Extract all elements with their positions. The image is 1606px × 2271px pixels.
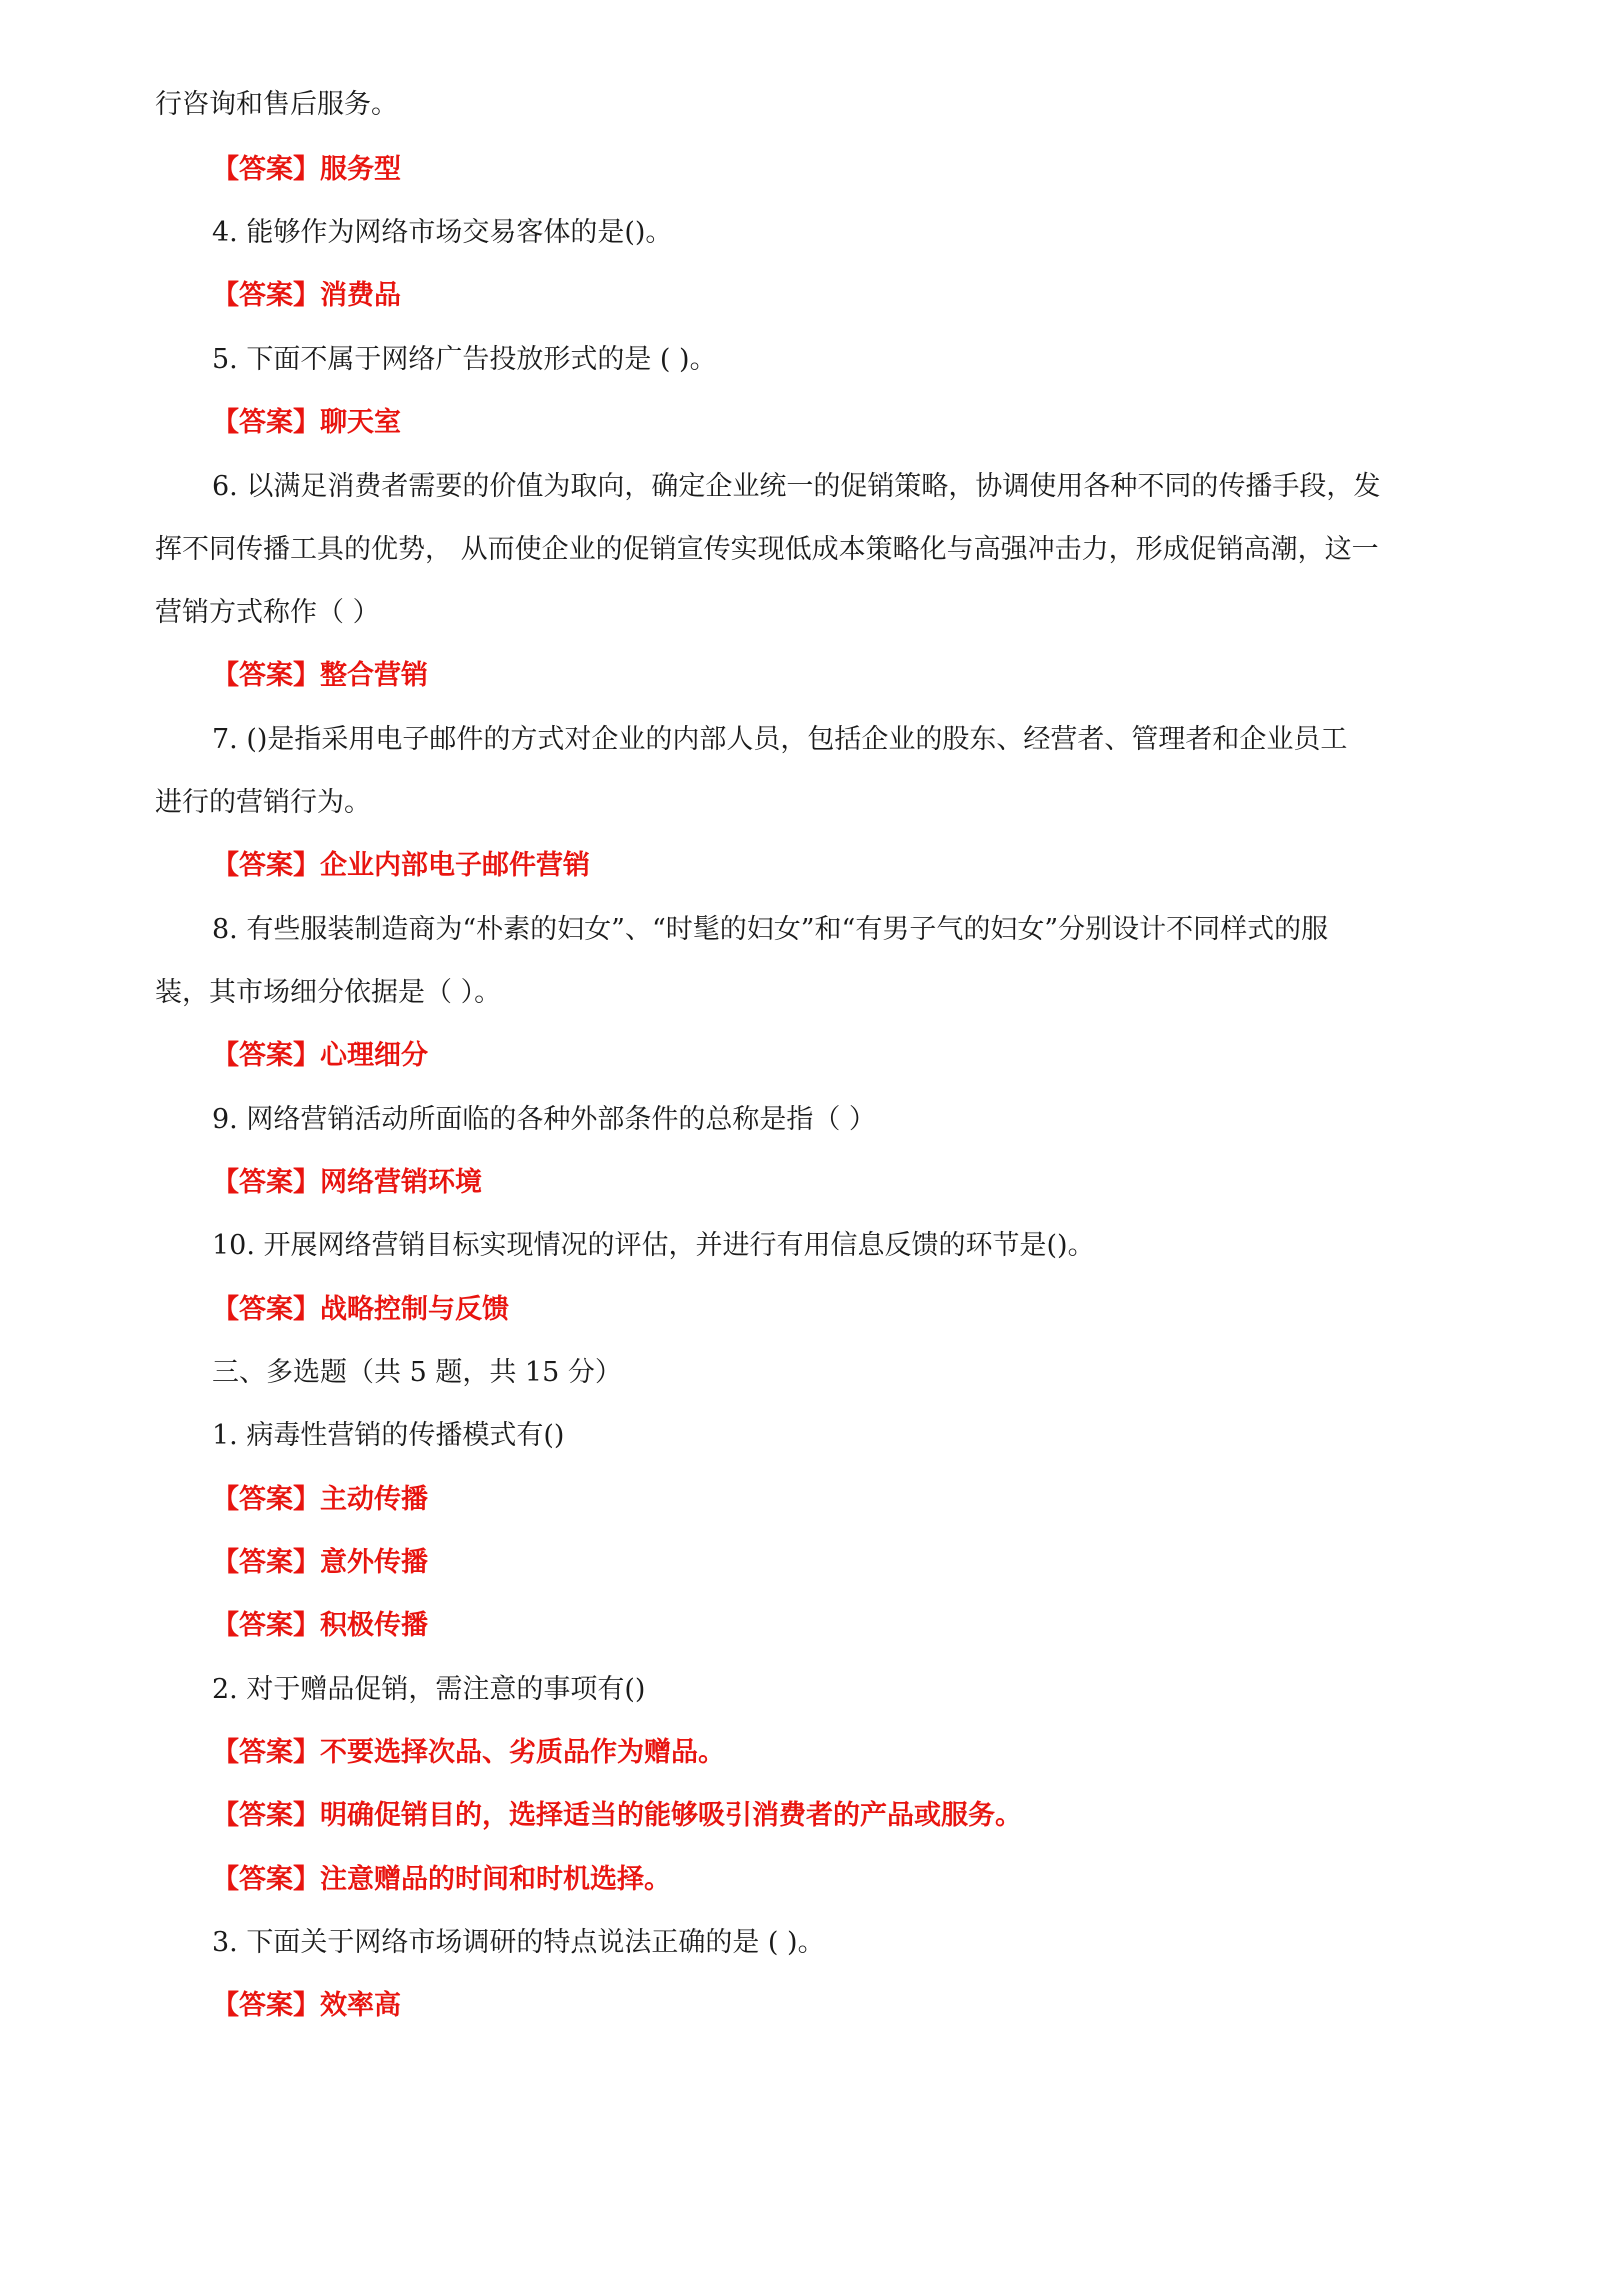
answer-line: 【答案】意外传播: [212, 1547, 428, 1578]
question-continuation: 进行的营销行为。: [155, 787, 371, 818]
answer-line: 【答案】消费品: [212, 280, 401, 311]
section-heading: 三、多选题（共 5 题，共 15 分）: [212, 1357, 622, 1388]
question-line: 2. 对于赠品促销，需注意的事项有(): [212, 1674, 646, 1705]
question-line: 8. 有些服装制造商为“朴素的妇女”、“时髦的妇女”和“有男子气的妇女”分别设计不同样式的服: [212, 914, 1329, 945]
question-line: 9. 网络营销活动所面临的各种外部条件的总称是指（ ）: [212, 1104, 876, 1135]
answer-line: 【答案】聊天室: [212, 407, 401, 438]
answer-line: 【答案】不要选择次品、劣质品作为赠品。: [212, 1737, 725, 1768]
answer-line: 【答案】积极传播: [212, 1610, 428, 1641]
question-continuation: 装，其市场细分依据是（ ）。: [155, 977, 502, 1008]
answer-line: 【答案】企业内部电子邮件营销: [212, 850, 590, 881]
answer-line: 【答案】心理细分: [212, 1040, 428, 1071]
question-continuation: 挥不同传播工具的优势， 从而使企业的促销宣传实现低成本策略化与高强冲击力，形成促销高潮，这一: [155, 534, 1379, 565]
question-continuation: 行咨询和售后服务。: [155, 89, 398, 120]
answer-line: 【答案】网络营销环境: [212, 1167, 482, 1198]
answer-line: 【答案】效率高: [212, 1990, 401, 2021]
question-line: 1. 病毒性营销的传播模式有(): [212, 1420, 565, 1451]
answer-line: 【答案】明确促销目的，选择适当的能够吸引消费者的产品或服务。: [212, 1800, 1022, 1831]
answer-line: 【答案】注意赠品的时间和时机选择。: [212, 1864, 671, 1895]
question-line: 4. 能够作为网络市场交易客体的是()。: [212, 217, 673, 248]
answer-line: 【答案】整合营销: [212, 660, 428, 691]
answer-line: 【答案】战略控制与反馈: [212, 1294, 509, 1325]
question-line: 5. 下面不属于网络广告投放形式的是 ( )。: [212, 344, 717, 375]
question-line: 3. 下面关于网络市场调研的特点说法正确的是 ( )。: [212, 1927, 825, 1958]
question-line: 7. ()是指采用电子邮件的方式对企业的内部人员，包括企业的股东、经营者、管理者和企业员工: [212, 724, 1348, 755]
answer-line: 【答案】服务型: [212, 154, 401, 185]
question-line: 10. 开展网络营销目标实现情况的评估，并进行有用信息反馈的环节是()。: [212, 1230, 1095, 1261]
question-line: 6. 以满足消费者需要的价值为取向，确定企业统一的促销策略，协调使用各种不同的传播手段，发: [212, 471, 1381, 502]
answer-line: 【答案】主动传播: [212, 1484, 428, 1515]
question-continuation: 营销方式称作（ ）: [155, 597, 380, 628]
